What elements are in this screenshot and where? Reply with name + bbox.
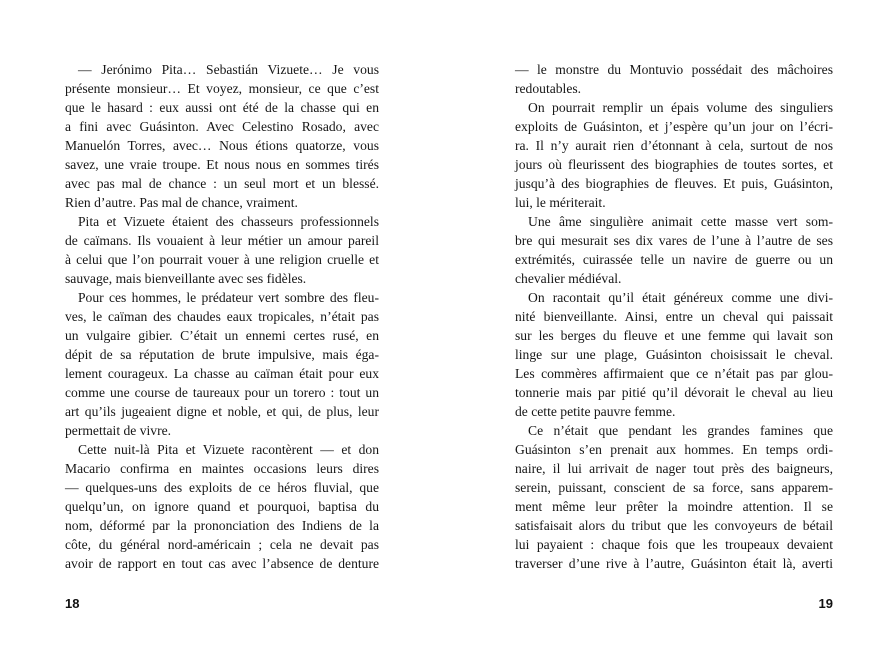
text-line: linge sur une plage, Guásinton choisissait le cheval. (515, 347, 833, 362)
text-line: ment même leur prêter la moindre attention. Il se (515, 499, 833, 514)
text-line: tonnerie mais par pitié qu’il dévorait le cheval au lieu (515, 385, 833, 400)
text-line: — quelques-uns des exploits de ce héros fluvial, que (65, 480, 379, 495)
text-line: Guásinton s’en prenait aux hommes. En temps ordi- (515, 442, 833, 457)
paragraph (515, 98, 833, 212)
page-right-text (515, 60, 833, 573)
text-line: sauvage, mais bienveillante avec ses fidèles. (65, 271, 307, 286)
text-line: comme une course de taureaux pour un torero : tout un (65, 385, 379, 400)
text-line: à celui que l’on pourrait vouer à une religion cruelle et (65, 252, 379, 267)
text-line: naire, il lui arrivait de nager tout près des baigneurs, (515, 461, 833, 476)
text-line: un vulgaire gibier. C’était un ennemi certes rusé, en (65, 328, 379, 343)
text-line: On pourrait remplir un épais volume des singuliers (528, 100, 833, 115)
text-line: redoutables. (515, 81, 582, 96)
text-line: jours où fleurissent des biographies de toutes sortes, et (515, 157, 833, 172)
text-line: Pita et Vizuete étaient des chasseurs professionnels (78, 214, 379, 229)
text-line: — Jerónimo Pita… Sebastián Vizuete… Je vous (78, 62, 379, 77)
text-line: de caïmans. Ils vouaient à leur métier un amour pareil (65, 233, 379, 248)
text-line: chevalier médiéval. (515, 271, 622, 286)
text-line: — le monstre du Montuvio possédait des mâchoires (515, 62, 833, 77)
text-line: Macario confirma en maintes occasions leurs dires (65, 461, 379, 476)
paragraph (65, 212, 379, 288)
page-right (448, 0, 896, 651)
text-line: ves, le caïman des chaudes eaux tropicales, n’était pas (65, 309, 379, 324)
text-line: lui payaient : chaque fois que les troupeaux devaient (515, 537, 833, 552)
text-line: Rien d’autre. Pas mal de chance, vraiment. (65, 195, 298, 210)
text-line: sur les berges du fleuve et une femme qui lavait son (515, 328, 833, 343)
text-line: Les commères affirmaient que ce n’était pas par glou- (515, 366, 833, 381)
text-line: bre qui mesurait ses dix vares de l’une à l’autre de ses (515, 233, 833, 248)
text-line: présente monsieur… Et voyez, monsieur, ce que c’est (65, 81, 379, 96)
page-number-right: 19 (818, 596, 833, 611)
text-line: côte, du général nord-américain ; cela ne devait pas (65, 537, 379, 552)
page-left-text (65, 60, 379, 573)
text-line: exploits de Guásinton, et j’espère qu’un jour on l’écri- (515, 119, 833, 134)
text-line: permettait de vivre. (65, 423, 172, 438)
text-line: savez, une vraie troupe. Et nous nous en sommes tirés (65, 157, 379, 172)
text-line: nom, déformé par la prononciation des Indiens de la (65, 518, 379, 533)
text-line: Ce n’était que pendant les grandes famines que (528, 423, 833, 438)
text-line: dépit de sa réputation de brute impulsive, mais éga- (65, 347, 379, 362)
text-line: On racontait qu’il était généreux comme une divi- (528, 290, 833, 305)
text-line: art qu’ils jugeaient digne et noble, et qui, de plus, leur (65, 404, 379, 419)
text-line: a fini avec Guásinton. Avec Celestino Rosado, avec (65, 119, 379, 134)
text-line: avoir de rapport en tout cas avec l’absence de denture (65, 556, 379, 571)
text-line: lement courageux. La chasse au caïman était pour eux (65, 366, 379, 381)
text-line: serein, puissant, conscient de sa force, sans apparem- (515, 480, 833, 495)
text-line: Une âme singulière animait cette masse vert som- (528, 214, 833, 229)
text-line: Manuelón Torres, avec… Nous étions quatorze, vous (65, 138, 379, 153)
page-number-left: 18 (65, 596, 80, 611)
text-line: ra. Il n’y aurait rien d’étonnant à cela, surtout de nos (515, 138, 833, 153)
text-line: avec pas mal de chance : un seul mort et un blessé. (65, 176, 379, 191)
text-line: lui, le mériterait. (515, 195, 606, 210)
paragraph (515, 288, 833, 421)
paragraph (65, 60, 379, 212)
paragraph (515, 60, 833, 98)
text-line: extrémités, cuirassée telle un navire de guerre ou un (515, 252, 833, 267)
paragraph (65, 288, 379, 440)
text-line: satisfaisait alors du tribut que les convoyeurs de bétail (515, 518, 833, 533)
text-line: jusqu’à des biographies de fleuves. Et puis, Guásinton, (515, 176, 833, 191)
paragraph (65, 440, 379, 573)
paragraph (515, 421, 833, 573)
text-line: que le hasard : eux aussi ont été de la chasse qui en (65, 100, 379, 115)
text-line: traverser d’une rive à l’autre, Guásinton était là, averti (515, 556, 833, 571)
text-line: nité bienveillante. Ainsi, entre un cheval qui paissait (515, 309, 833, 324)
text-line: quelqu’un, on ignore quand et pourquoi, baptisa du (65, 499, 379, 514)
text-line: Pour ces hommes, le prédateur vert sombre des fleu- (78, 290, 379, 305)
paragraph (515, 212, 833, 288)
text-line: de cette petite pauvre femme. (515, 404, 676, 419)
text-line: Cette nuit-là Pita et Vizuete racontèrent — et don (78, 442, 379, 457)
